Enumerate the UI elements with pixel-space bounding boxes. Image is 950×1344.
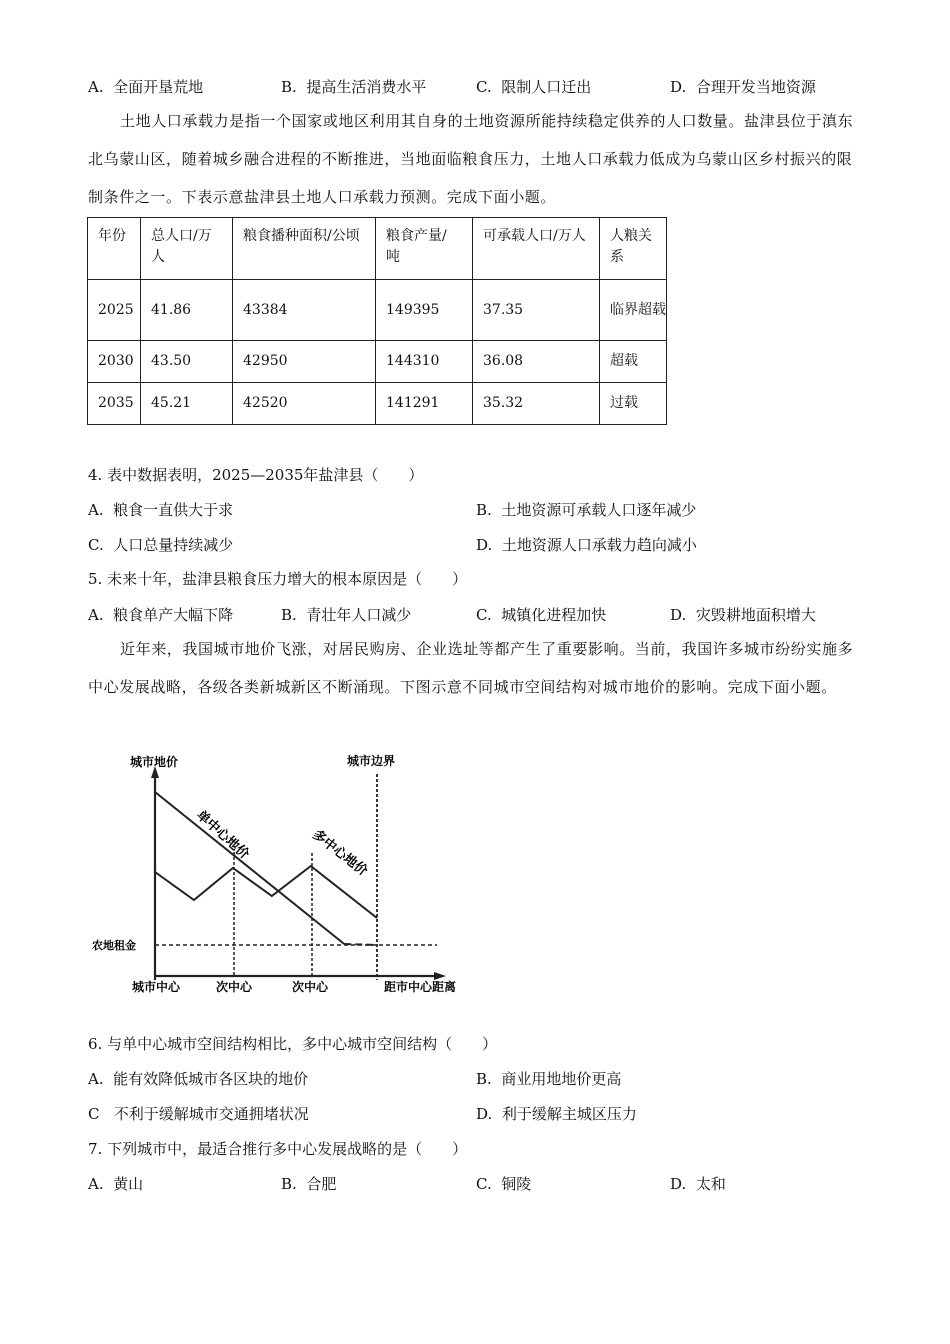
- table-cell: 43.50: [141, 341, 233, 383]
- q5-options: [88, 604, 868, 628]
- x-axis-arrow: [434, 972, 446, 980]
- option-a[interactable]: A. 能有效降低城市各区块的地价: [88, 1070, 309, 1088]
- x-tick-label: 次中心: [292, 980, 329, 994]
- table-cell: 临界超载: [600, 280, 667, 341]
- option-a[interactable]: A. 粮食一直供大于求: [88, 501, 234, 519]
- x-axis-label: 距市中心距离: [384, 980, 457, 994]
- option-c[interactable]: C. 城镇化进程加快: [476, 606, 607, 624]
- table-row: [88, 280, 667, 341]
- question-7: 7. 下列城市中，最适合推行多中心发展战略的是（ ）: [88, 1140, 468, 1158]
- table-row: [88, 341, 667, 383]
- y-axis-label: 城市地价: [130, 755, 179, 769]
- land-price-chart: [92, 748, 472, 1000]
- question-5: 5. 未来十年，盐津县粮食压力增大的根本原因是（ ）: [88, 570, 468, 588]
- table-cell: 41.86: [141, 280, 233, 341]
- farmland-rent-label: 农地租金: [92, 939, 136, 952]
- option-b[interactable]: B. 合肥: [281, 1175, 337, 1193]
- option-c[interactable]: C. 限制人口迁出: [476, 78, 592, 96]
- table-cell: 42520: [233, 383, 376, 425]
- q4-options: [88, 499, 868, 523]
- series-label-mono: 单中心地价: [193, 807, 252, 863]
- table-header: 粮食产量/吨: [376, 218, 473, 280]
- table-header: 粮食播种面积/公顷: [233, 218, 376, 280]
- table-row: [88, 383, 667, 425]
- option-d[interactable]: D. 合理开发当地资源: [670, 78, 816, 96]
- q3-options: [88, 76, 868, 100]
- option-b[interactable]: B. 商业用地地价更高: [476, 1070, 622, 1088]
- option-d[interactable]: D. 土地资源人口承载力趋向减小: [476, 536, 697, 554]
- table-header-row: [88, 218, 667, 280]
- table-cell: 2035: [88, 383, 141, 425]
- option-a[interactable]: A. 全面开垦荒地: [88, 78, 204, 96]
- option-b[interactable]: B. 提高生活消费水平: [281, 78, 427, 96]
- q4-options: [88, 534, 868, 558]
- question-4: 4. 表中数据表明，2025—2035年盐津县（ ）: [88, 466, 424, 484]
- mono-center-price-dashed: [344, 944, 377, 945]
- q6-options: [88, 1068, 868, 1092]
- table-cell: 37.35: [473, 280, 600, 341]
- option-c[interactable]: C. 铜陵: [476, 1175, 532, 1193]
- option-b[interactable]: B. 土地资源可承载人口逐年减少: [476, 501, 697, 519]
- series-label-multi: 多中心地价: [309, 827, 371, 880]
- table-cell: 2030: [88, 341, 141, 383]
- option-c[interactable]: C. 人口总量持续减少: [88, 536, 234, 554]
- option-d[interactable]: D. 灾毁耕地面积增大: [670, 606, 816, 624]
- table-cell: 149395: [376, 280, 473, 341]
- table-cell: 42950: [233, 341, 376, 383]
- table-cell: 超载: [600, 341, 667, 383]
- table-header: 年份: [88, 218, 141, 280]
- table-cell: 43384: [233, 280, 376, 341]
- question-6: 6. 与单中心城市空间结构相比，多中心城市空间结构（ ）: [88, 1035, 498, 1053]
- q7-options: [88, 1173, 868, 1197]
- table-header: 可承载人口/万人: [473, 218, 600, 280]
- table-cell: 36.08: [473, 341, 600, 383]
- multi-center-price-line: [155, 866, 377, 918]
- option-d[interactable]: D. 利于缓解主城区压力: [476, 1105, 637, 1123]
- option-a[interactable]: A. 黄山: [88, 1175, 144, 1193]
- table-header: 人粮关系: [600, 218, 667, 280]
- mono-center-price-line: [155, 792, 344, 944]
- option-d[interactable]: D. 太和: [670, 1175, 726, 1193]
- table-cell: 2025: [88, 280, 141, 341]
- city-boundary-label: 城市边界: [347, 754, 396, 768]
- option-a[interactable]: A. 粮食单产大幅下降: [88, 606, 234, 624]
- table-cell: 35.32: [473, 383, 600, 425]
- q6-options: [88, 1103, 868, 1127]
- table-header: 总人口/万人: [141, 218, 233, 280]
- x-tick-label: 城市中心: [132, 980, 181, 994]
- x-tick-label: 次中心: [216, 980, 253, 994]
- option-b[interactable]: B. 青壮年人口减少: [281, 606, 412, 624]
- table-cell: 144310: [376, 341, 473, 383]
- table-cell: 45.21: [141, 383, 233, 425]
- passage-land-capacity: 土地人口承载力是指一个国家或地区利用其自身的土地资源所能持续稳定供养的人口数量。盐津县位于滇东北乌蒙山区，随着城乡融合进程的不断推进，当地面临粮食压力，土地人口承载力低成为乌蒙山区乡村振兴的限制条件之一。下表示意盐津县土地人口承载力预测。完成下面小题。: [88, 112, 854, 206]
- capacity-table: [87, 217, 667, 425]
- option-c[interactable]: C 不利于缓解城市交通拥堵状况: [88, 1105, 309, 1123]
- table-cell: 过载: [600, 383, 667, 425]
- table-cell: 141291: [376, 383, 473, 425]
- passage-land-price: 近年来，我国城市地价飞涨，对居民购房、企业选址等都产生了重要影响。当前，我国许多城市纷纷实施多中心发展战略，各级各类新城新区不断涌现。下图示意不同城市空间结构对城市地价的影响。完成下面小题。: [88, 640, 854, 696]
